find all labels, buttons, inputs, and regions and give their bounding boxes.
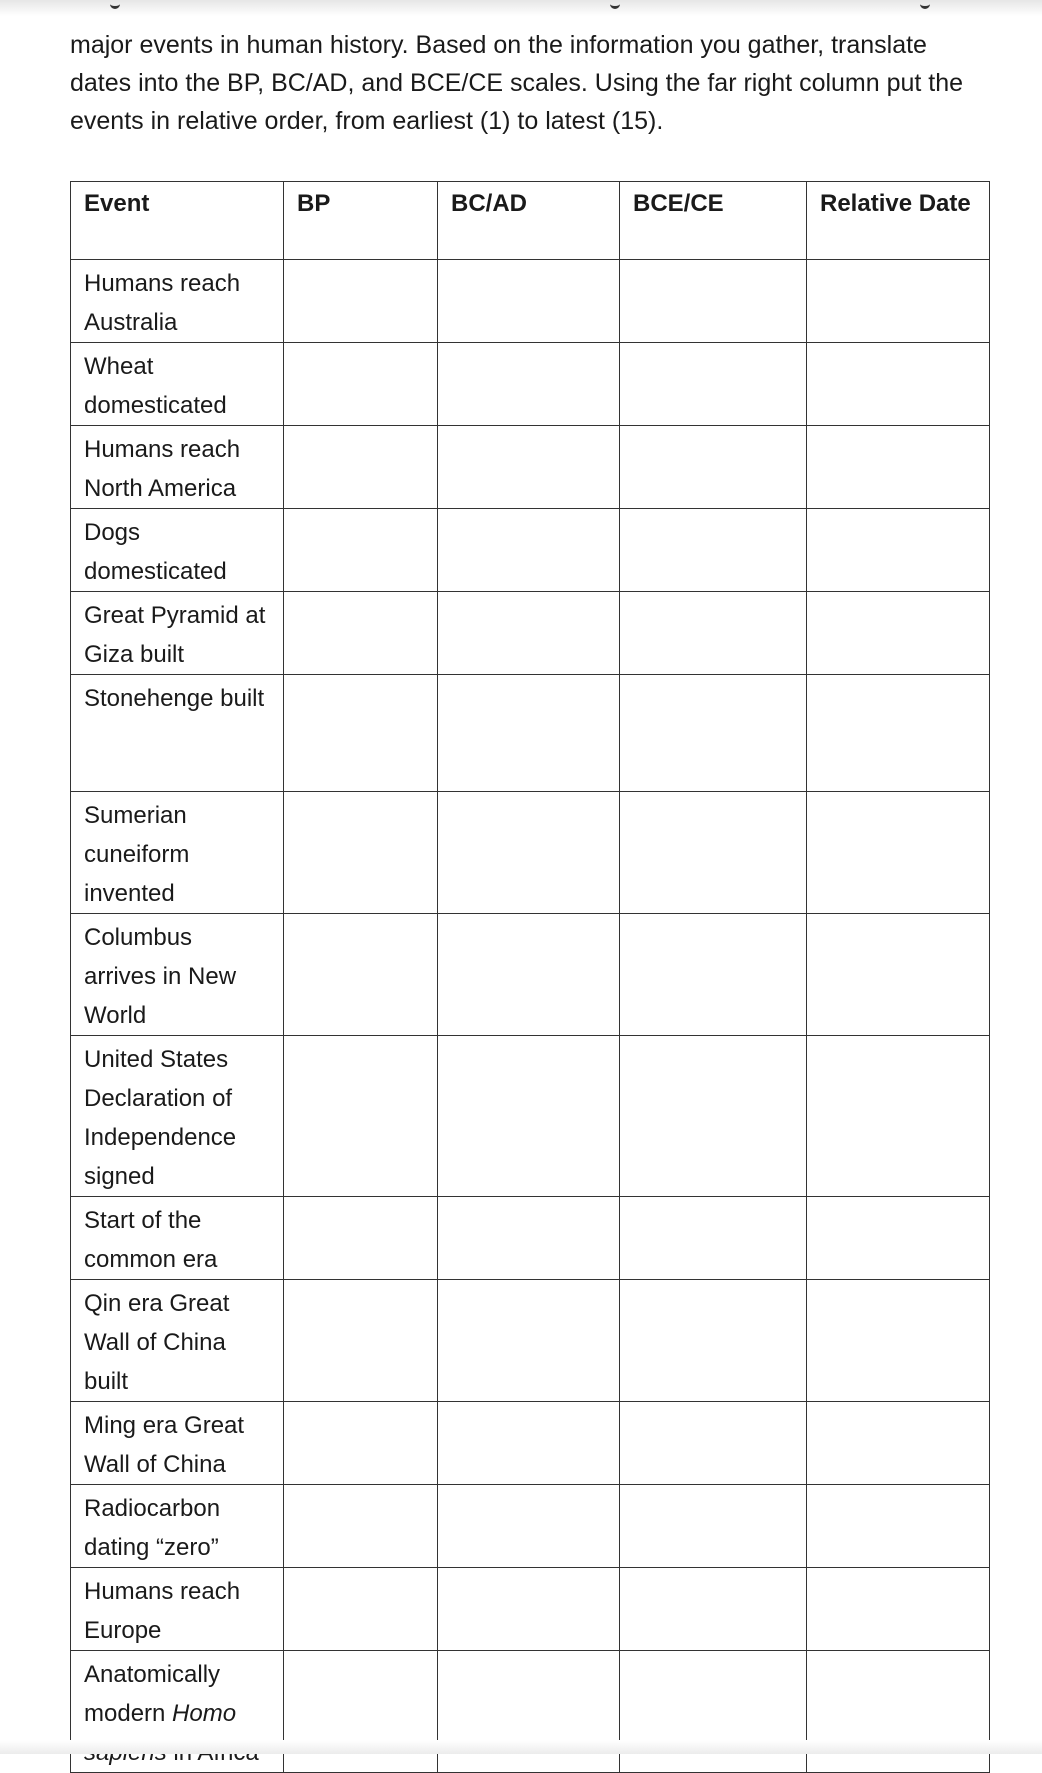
table-row [71, 1485, 990, 1568]
bp-cell[interactable] [284, 1651, 438, 1773]
bcad-cell[interactable] [438, 914, 620, 1036]
event-cell: United States Declaration of Independence signed [71, 1036, 284, 1197]
event-cell: Ming era Great Wall of China [71, 1402, 284, 1485]
bcad-cell[interactable] [438, 1036, 620, 1197]
event-cell: Qin era Great Wall of China built [71, 1280, 284, 1402]
bcece-cell[interactable] [620, 509, 807, 592]
instructions-line: major events in human history. Based on the information you gather, translate [70, 31, 927, 59]
bcece-cell[interactable] [620, 1280, 807, 1402]
bcece-cell[interactable] [620, 1402, 807, 1485]
event-text: Anatomically modern [84, 1661, 221, 1727]
instructions-paragraph [70, 26, 970, 140]
bcece-cell[interactable] [620, 592, 807, 675]
relative-date-cell[interactable] [807, 1402, 990, 1485]
event-cell: Great Pyramid at Giza built [71, 592, 284, 675]
event-cell: Sumerian cuneiform invented [71, 792, 284, 914]
bcad-cell[interactable] [438, 792, 620, 914]
bcad-cell[interactable] [438, 426, 620, 509]
event-cell: Stonehenge built [71, 675, 284, 792]
event-cell: Humans reach Australia [71, 260, 284, 343]
bcad-cell[interactable] [438, 592, 620, 675]
bp-cell[interactable] [284, 343, 438, 426]
bp-cell[interactable] [284, 675, 438, 792]
bcad-cell[interactable] [438, 675, 620, 792]
relative-date-cell[interactable] [807, 426, 990, 509]
bcad-cell[interactable] [438, 260, 620, 343]
bcece-cell[interactable] [620, 1568, 807, 1651]
bp-cell[interactable] [284, 1402, 438, 1485]
table-row [71, 343, 990, 426]
bp-cell[interactable] [284, 260, 438, 343]
page-bottom-edge [0, 1740, 1042, 1754]
bcece-cell[interactable] [620, 1651, 807, 1773]
table-row [71, 1568, 990, 1651]
event-text-italic: Homo [172, 1700, 237, 1727]
bp-cell[interactable] [284, 792, 438, 914]
cut-off-text-line [70, 4, 930, 14]
bcad-cell[interactable] [438, 1280, 620, 1402]
bp-cell[interactable] [284, 509, 438, 592]
table-row [71, 1036, 990, 1197]
relative-date-cell[interactable] [807, 1485, 990, 1568]
events-dating-table [70, 181, 990, 1773]
relative-date-cell[interactable] [807, 675, 990, 792]
relative-date-cell[interactable] [807, 592, 990, 675]
bcad-cell[interactable] [438, 1485, 620, 1568]
bcad-cell[interactable] [438, 1402, 620, 1485]
relative-date-cell[interactable] [807, 509, 990, 592]
relative-date-cell[interactable] [807, 1651, 990, 1773]
bcece-cell[interactable] [620, 1197, 807, 1280]
relative-date-cell[interactable] [807, 1280, 990, 1402]
bcad-cell[interactable] [438, 343, 620, 426]
bcad-cell[interactable] [438, 509, 620, 592]
table-row [71, 1197, 990, 1280]
bcece-cell[interactable] [620, 792, 807, 914]
header-bp: BP [284, 182, 438, 260]
header-row [71, 182, 990, 260]
relative-date-cell[interactable] [807, 260, 990, 343]
instructions-line: events in relative order, from earliest (1) to latest (15). [70, 107, 664, 135]
header-bcece: BCE/CE [620, 182, 807, 260]
bp-cell[interactable] [284, 426, 438, 509]
table-row [71, 426, 990, 509]
instructions-line: dates into the BP, BC/AD, and BCE/CE scales. Using the far right column put the [70, 69, 964, 97]
table-row [71, 1402, 990, 1485]
relative-date-cell[interactable] [807, 1197, 990, 1280]
bp-cell[interactable] [284, 1568, 438, 1651]
event-cell: Dogs domesticated [71, 509, 284, 592]
table-row [71, 592, 990, 675]
relative-date-cell[interactable] [807, 343, 990, 426]
header-event: Event [71, 182, 284, 260]
bp-cell[interactable] [284, 1036, 438, 1197]
relative-date-cell[interactable] [807, 1568, 990, 1651]
event-cell: Radiocarbon dating “zero” [71, 1485, 284, 1568]
table-row [71, 792, 990, 914]
bcad-cell[interactable] [438, 1568, 620, 1651]
bcece-cell[interactable] [620, 343, 807, 426]
bp-cell[interactable] [284, 914, 438, 1036]
event-cell: Humans reach North America [71, 426, 284, 509]
bcece-cell[interactable] [620, 426, 807, 509]
event-cell: Columbus arrives in New World [71, 914, 284, 1036]
table-row [71, 509, 990, 592]
event-cell: Wheat domesticated [71, 343, 284, 426]
table-row [71, 1280, 990, 1402]
bcece-cell[interactable] [620, 260, 807, 343]
bp-cell[interactable] [284, 1485, 438, 1568]
relative-date-cell[interactable] [807, 914, 990, 1036]
bp-cell[interactable] [284, 1280, 438, 1402]
bcece-cell[interactable] [620, 675, 807, 792]
bp-cell[interactable] [284, 592, 438, 675]
bcad-cell[interactable] [438, 1197, 620, 1280]
bp-cell[interactable] [284, 1197, 438, 1280]
event-cell: Humans reach Europe [71, 1568, 284, 1651]
event-cell: Start of the common era [71, 1197, 284, 1280]
relative-date-cell[interactable] [807, 792, 990, 914]
table-row [71, 260, 990, 343]
relative-date-cell[interactable] [807, 1036, 990, 1197]
table-row [71, 1651, 990, 1773]
table-row [71, 914, 990, 1036]
table-row [71, 675, 990, 792]
header-relative-date: Relative Date [807, 182, 990, 260]
event-cell [71, 1651, 284, 1773]
bcece-cell[interactable] [620, 914, 807, 1036]
header-bcad: BC/AD [438, 182, 620, 260]
bcad-cell[interactable] [438, 1651, 620, 1773]
bcece-cell[interactable] [620, 1485, 807, 1568]
bcece-cell[interactable] [620, 1036, 807, 1197]
